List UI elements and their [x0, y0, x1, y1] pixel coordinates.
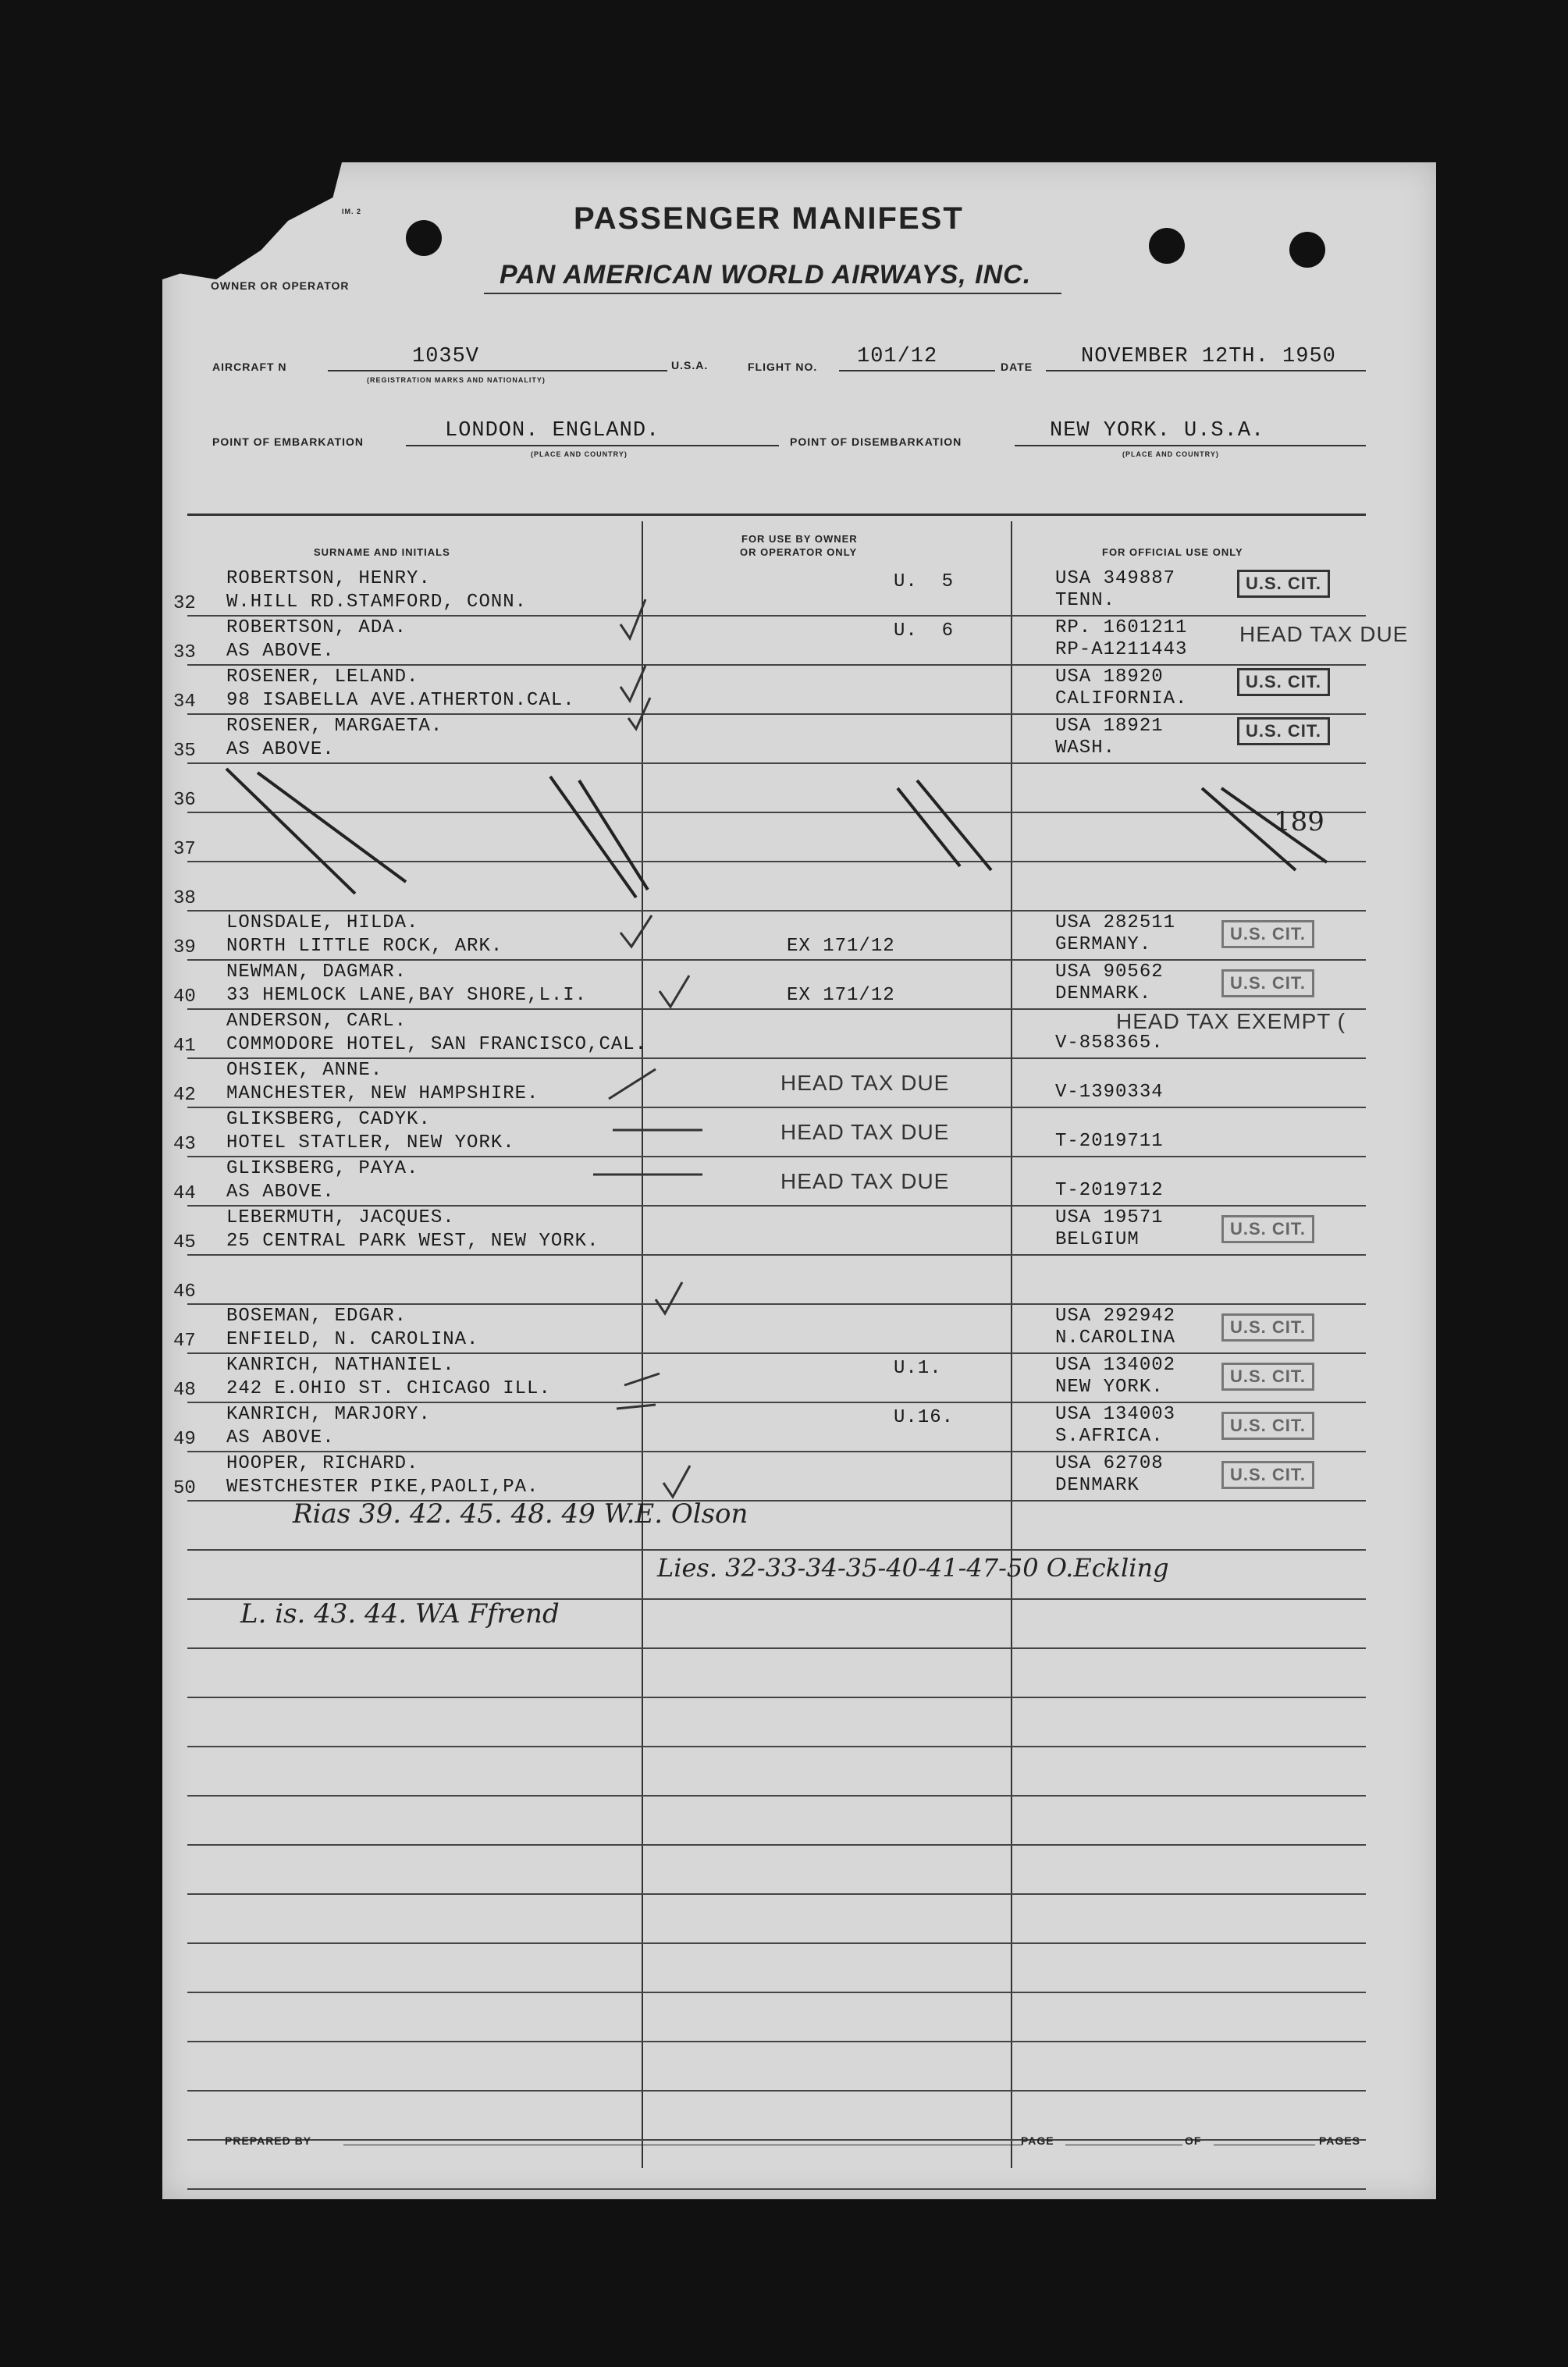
disembark-note: (PLACE AND COUNTRY): [1122, 450, 1219, 458]
operator-note: HEAD TAX DUE: [780, 1071, 950, 1095]
row-number: 36: [173, 790, 196, 811]
row-number: 49: [173, 1429, 196, 1450]
official-note: USA 349887: [1055, 568, 1176, 589]
passenger-name: BOSEMAN, EDGAR.: [226, 1306, 407, 1327]
row-number: 46: [173, 1281, 196, 1303]
embark-label: POINT OF EMBARKATION: [212, 435, 364, 448]
check-mark: [660, 976, 689, 1007]
row-number: 39: [173, 937, 196, 958]
passenger-address: W.HILL RD.STAMFORD, CONN.: [226, 592, 528, 613]
handwritten-note-3: L. is. 43. 44. WA Ffrend: [240, 1598, 560, 1630]
date-value: NOVEMBER 12TH. 1950: [1081, 345, 1336, 368]
official-note-2: GERMANY.: [1055, 934, 1152, 955]
row-number: 37: [173, 839, 196, 860]
passenger-address: HOTEL STATLER, NEW YORK.: [226, 1132, 515, 1153]
operator-note: HEAD TAX DUE: [780, 1120, 950, 1144]
official-note-2: 189: [1274, 806, 1324, 837]
passenger-name: HOOPER, RICHARD.: [226, 1453, 419, 1474]
aircraft-value: 1035V: [412, 345, 480, 368]
handwritten-note-1: Rias 39. 42. 45. 48. 49 W.E. Olson: [293, 1498, 748, 1530]
passenger-name: ROSENER, MARGAETA.: [226, 716, 443, 737]
official-note-2: V-858365.: [1055, 1032, 1164, 1054]
dash-mark: [624, 1374, 660, 1385]
passenger-address: 33 HEMLOCK LANE,BAY SHORE,L.I.: [226, 985, 588, 1006]
usa-label: U.S.A.: [671, 359, 709, 371]
row-number: 48: [173, 1380, 196, 1401]
official-note: USA 134003: [1055, 1404, 1176, 1425]
official-note: RP. 1601211: [1055, 617, 1188, 638]
check-mark: [656, 1282, 682, 1313]
handwritten-note-2: Lies. 32-33-34-35-40-41-47-50 O.Eckling: [657, 1553, 1169, 1583]
us-citizen-stamp: U.S. CIT.: [1221, 920, 1314, 948]
operator-note: EX 171/12: [787, 936, 895, 957]
official-note: USA 134002: [1055, 1355, 1176, 1376]
row-number: 50: [173, 1478, 196, 1499]
disembark-value: NEW YORK. U.S.A.: [1050, 419, 1265, 442]
embark-value: LONDON. ENGLAND.: [445, 419, 660, 442]
passenger-address: MANCHESTER, NEW HAMPSHIRE.: [226, 1083, 539, 1104]
official-note-2: S.AFRICA.: [1055, 1426, 1164, 1447]
row-number: 47: [173, 1331, 196, 1352]
row-number: 45: [173, 1232, 196, 1253]
passenger-name: LEBERMUTH, JACQUES.: [226, 1207, 455, 1228]
us-citizen-stamp: U.S. CIT.: [1221, 1363, 1314, 1391]
official-note-2: RP-A1211443: [1055, 639, 1188, 660]
page-label: PAGE: [1021, 2134, 1054, 2147]
passenger-name: GLIKSBERG, CADYK.: [226, 1109, 431, 1130]
row-number: 44: [173, 1183, 196, 1204]
row-number: 41: [173, 1036, 196, 1057]
passenger-address: AS ABOVE.: [226, 641, 335, 662]
strike-line: [579, 780, 648, 890]
strike-line: [258, 773, 406, 882]
official-note-2: BELGIUM: [1055, 1229, 1140, 1250]
col-header-official: FOR OFFICIAL USE ONLY: [1102, 546, 1243, 558]
strike-line: [550, 777, 636, 897]
strike-line: [898, 788, 960, 866]
official-note-2: DENMARK: [1055, 1475, 1140, 1496]
passenger-address: NORTH LITTLE ROCK, ARK.: [226, 936, 503, 957]
passenger-name: OHSIEK, ANNE.: [226, 1060, 383, 1081]
owner-label: OWNER OR OPERATOR: [211, 279, 350, 292]
official-note-2: DENMARK.: [1055, 983, 1152, 1004]
passenger-address: AS ABOVE.: [226, 739, 335, 760]
prepared-by-label: PREPARED BY: [225, 2134, 312, 2147]
official-note-2: WASH.: [1055, 737, 1116, 759]
catalog-mark: IM. 2: [342, 208, 362, 215]
operator-note: HEAD TAX DUE: [780, 1169, 950, 1193]
page-title: PASSENGER MANIFEST: [574, 201, 964, 236]
us-citizen-stamp: U.S. CIT.: [1237, 717, 1330, 745]
official-note: USA 90562: [1055, 961, 1164, 983]
col-header-owner-1: FOR USE BY OWNER: [741, 533, 858, 545]
official-note: USA 18921: [1055, 716, 1164, 737]
official-note-2: N.CAROLINA: [1055, 1327, 1176, 1349]
operator-note: U.1.: [894, 1358, 942, 1379]
passenger-address: 25 CENTRAL PARK WEST, NEW YORK.: [226, 1231, 599, 1252]
of-label: OF: [1185, 2134, 1202, 2147]
check-mark: [620, 599, 645, 638]
flight-value: 101/12: [857, 345, 938, 368]
us-citizen-stamp: U.S. CIT.: [1221, 1461, 1314, 1489]
passenger-address: ENFIELD, N. CAROLINA.: [226, 1329, 479, 1350]
check-mark: [620, 666, 645, 701]
us-citizen-stamp: U.S. CIT.: [1237, 668, 1330, 696]
flight-label: FLIGHT NO.: [748, 361, 818, 373]
operator-note: U. 6: [894, 620, 955, 642]
official-note: USA 19571: [1055, 1207, 1164, 1228]
passenger-name: ANDERSON, CARL.: [226, 1011, 407, 1032]
operator-note: U.16.: [894, 1407, 955, 1428]
passenger-name: ROSENER, LELAND.: [226, 666, 419, 688]
us-citizen-stamp: U.S. CIT.: [1221, 969, 1314, 997]
official-note: HEAD TAX EXEMPT (: [1116, 1009, 1346, 1033]
row-number: 43: [173, 1134, 196, 1155]
official-note-2: T-2019712: [1055, 1180, 1164, 1201]
col-header-surname: SURNAME AND INITIALS: [314, 546, 450, 558]
passenger-address: 242 E.OHIO ST. CHICAGO ILL.: [226, 1378, 551, 1399]
aircraft-label: AIRCRAFT N: [212, 361, 287, 373]
date-label: DATE: [1001, 361, 1033, 373]
official-note: USA 62708: [1055, 1453, 1164, 1474]
check-mark: [620, 915, 652, 947]
passenger-address: COMMODORE HOTEL, SAN FRANCISCO,CAL.: [226, 1034, 648, 1055]
official-note-2: NEW YORK.: [1055, 1377, 1164, 1398]
passenger-address: AS ABOVE.: [226, 1427, 335, 1448]
passenger-name: KANRICH, MARJORY.: [226, 1404, 431, 1425]
dash-mark: [609, 1069, 656, 1099]
passenger-name: KANRICH, NATHANIEL.: [226, 1355, 455, 1376]
official-note-2: V-1390334: [1055, 1082, 1164, 1103]
passenger-name: ROBERTSON, ADA.: [226, 617, 407, 638]
row-number: 38: [173, 888, 196, 909]
embark-note: (PLACE AND COUNTRY): [531, 450, 628, 458]
row-number: 33: [173, 642, 196, 663]
row-number: 34: [173, 691, 196, 713]
operator-name: PAN AMERICAN WORLD AIRWAYS, INC.: [500, 260, 1032, 290]
row-number: 35: [173, 741, 196, 762]
dash-mark: [617, 1405, 656, 1409]
disembark-label: POINT OF DISEMBARKATION: [790, 435, 962, 448]
passenger-address: WESTCHESTER PIKE,PAOLI,PA.: [226, 1477, 539, 1498]
passenger-address: 98 ISABELLA AVE.ATHERTON.CAL.: [226, 690, 575, 711]
us-citizen-stamp: U.S. CIT.: [1221, 1313, 1314, 1342]
us-citizen-stamp: U.S. CIT.: [1221, 1215, 1314, 1243]
passenger-name: LONSDALE, HILDA.: [226, 912, 419, 933]
check-mark: [628, 698, 650, 729]
pages-label: PAGES: [1319, 2134, 1360, 2147]
operator-note: EX 171/12: [787, 985, 895, 1006]
operator-note: U. 5: [894, 571, 955, 592]
official-note: USA 282511: [1055, 912, 1176, 933]
passenger-address: AS ABOVE.: [226, 1182, 335, 1203]
row-number: 40: [173, 986, 196, 1008]
official-stamp: HEAD TAX DUE: [1239, 622, 1409, 646]
row-number: 42: [173, 1085, 196, 1106]
official-note-2: TENN.: [1055, 590, 1116, 611]
official-note-2: T-2019711: [1055, 1131, 1164, 1152]
passenger-name: ROBERTSON, HENRY.: [226, 568, 431, 589]
us-citizen-stamp: U.S. CIT.: [1237, 570, 1330, 598]
col-header-owner-2: OR OPERATOR ONLY: [740, 546, 858, 558]
official-note-2: CALIFORNIA.: [1055, 688, 1188, 709]
us-citizen-stamp: U.S. CIT.: [1221, 1412, 1314, 1440]
passenger-name: NEWMAN, DAGMAR.: [226, 961, 407, 983]
official-note: USA 18920: [1055, 666, 1164, 688]
aircraft-note: (REGISTRATION MARKS AND NATIONALITY): [367, 376, 546, 384]
row-number: 32: [173, 593, 196, 614]
official-note: USA 292942: [1055, 1306, 1176, 1327]
check-mark: [663, 1466, 690, 1497]
passenger-name: GLIKSBERG, PAYA.: [226, 1158, 419, 1179]
